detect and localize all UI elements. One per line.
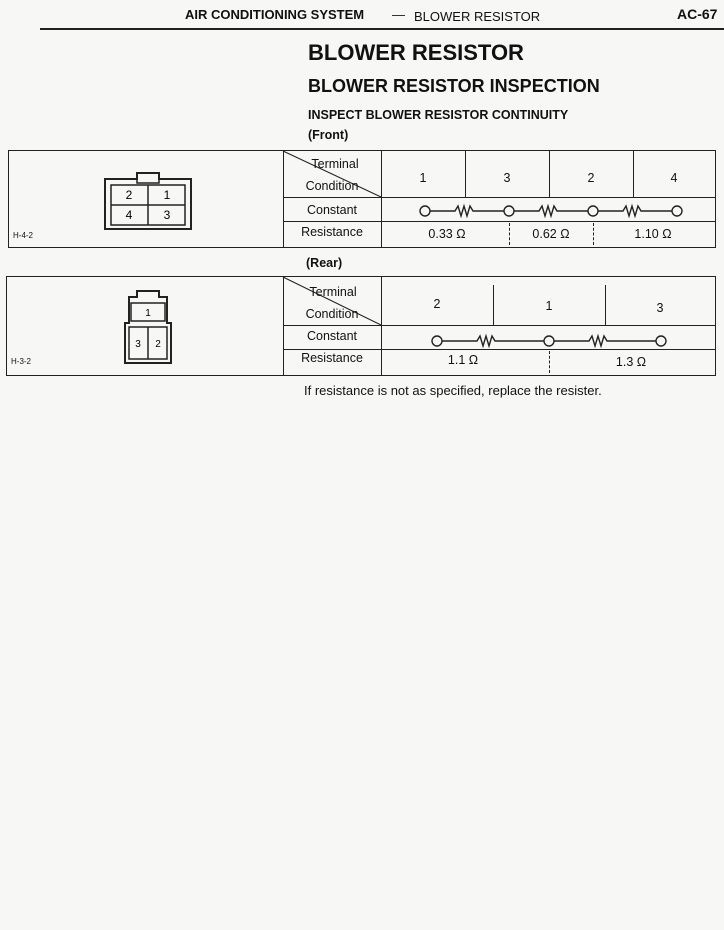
front-continuity-symbol bbox=[417, 201, 717, 221]
front-row-rule-1 bbox=[283, 197, 715, 198]
rear-connector-code: H-3-2 bbox=[11, 357, 32, 366]
rear-resistance-label: Resistance bbox=[301, 351, 363, 365]
page-title: BLOWER RESISTOR bbox=[308, 40, 524, 65]
header-rule bbox=[40, 28, 724, 30]
rear-label: (Rear) bbox=[306, 256, 343, 270]
front-panel bbox=[8, 150, 716, 248]
replacement-note: If resistance is not as specified, replace the resister. bbox=[304, 383, 602, 398]
rear-terminal-3: 3 bbox=[656, 301, 664, 315]
front-pin-3: 3 bbox=[163, 208, 171, 222]
front-terminal-4: 4 bbox=[670, 171, 678, 185]
front-resistance-1-3: 0.33 Ω bbox=[428, 227, 466, 241]
front-pin-2: 2 bbox=[125, 188, 133, 202]
rear-terminal-label: Terminal bbox=[309, 285, 357, 299]
front-terminal-label: Terminal bbox=[311, 157, 359, 171]
section-subtitle: BLOWER RESISTOR INSPECTION bbox=[308, 76, 600, 96]
header-section-title: AIR CONDITIONING SYSTEM bbox=[185, 7, 365, 22]
front-resistance-3-2: 0.62 Ω bbox=[532, 227, 570, 241]
rear-table-label-divider bbox=[381, 277, 382, 375]
step-heading: INSPECT BLOWER RESISTOR CONTINUITY bbox=[308, 108, 569, 122]
rear-resistance-1-3: 1.3 Ω bbox=[615, 355, 647, 369]
front-pin-1: 1 bbox=[163, 188, 171, 202]
rear-condition-label: Condition bbox=[305, 307, 359, 321]
front-condition-label: Condition bbox=[305, 179, 359, 193]
rear-continuity-symbol bbox=[429, 331, 689, 351]
rear-pin-2: 2 bbox=[155, 339, 161, 350]
header-subsection-title: BLOWER RESISTOR bbox=[414, 9, 541, 24]
front-table-label-divider bbox=[381, 151, 382, 247]
front-resistance-2-4: 1.10 Ω bbox=[634, 227, 672, 241]
rear-resistance-2-1: 1.1 Ω bbox=[447, 353, 479, 367]
rear-pin-1: 1 bbox=[145, 308, 151, 319]
rear-panel bbox=[6, 276, 716, 376]
rear-pin-3: 3 bbox=[135, 339, 141, 350]
front-terminal-2: 2 bbox=[587, 171, 595, 185]
rear-constant-label: Constant bbox=[306, 329, 358, 343]
front-pin-4: 4 bbox=[125, 208, 133, 222]
front-resistance-label: Resistance bbox=[301, 225, 363, 239]
front-terminal-1: 1 bbox=[419, 171, 427, 185]
page-header bbox=[0, 4, 724, 28]
rear-res-divider bbox=[549, 351, 550, 373]
rear-terminal-1: 1 bbox=[545, 299, 553, 313]
rear-row-rule-1 bbox=[283, 325, 715, 326]
front-connector-code: H-4-2 bbox=[13, 231, 34, 240]
header-dash: — bbox=[392, 7, 405, 22]
front-terminal-3: 3 bbox=[503, 171, 511, 185]
front-constant-label: Constant bbox=[306, 203, 358, 217]
rear-connector-diagram bbox=[121, 287, 181, 367]
front-connector-diagram bbox=[99, 165, 199, 235]
front-label: (Front) bbox=[308, 128, 349, 142]
page-number: AC-67 bbox=[677, 6, 718, 22]
front-row-rule-2 bbox=[283, 221, 715, 222]
rear-terminal-2: 2 bbox=[433, 297, 441, 311]
